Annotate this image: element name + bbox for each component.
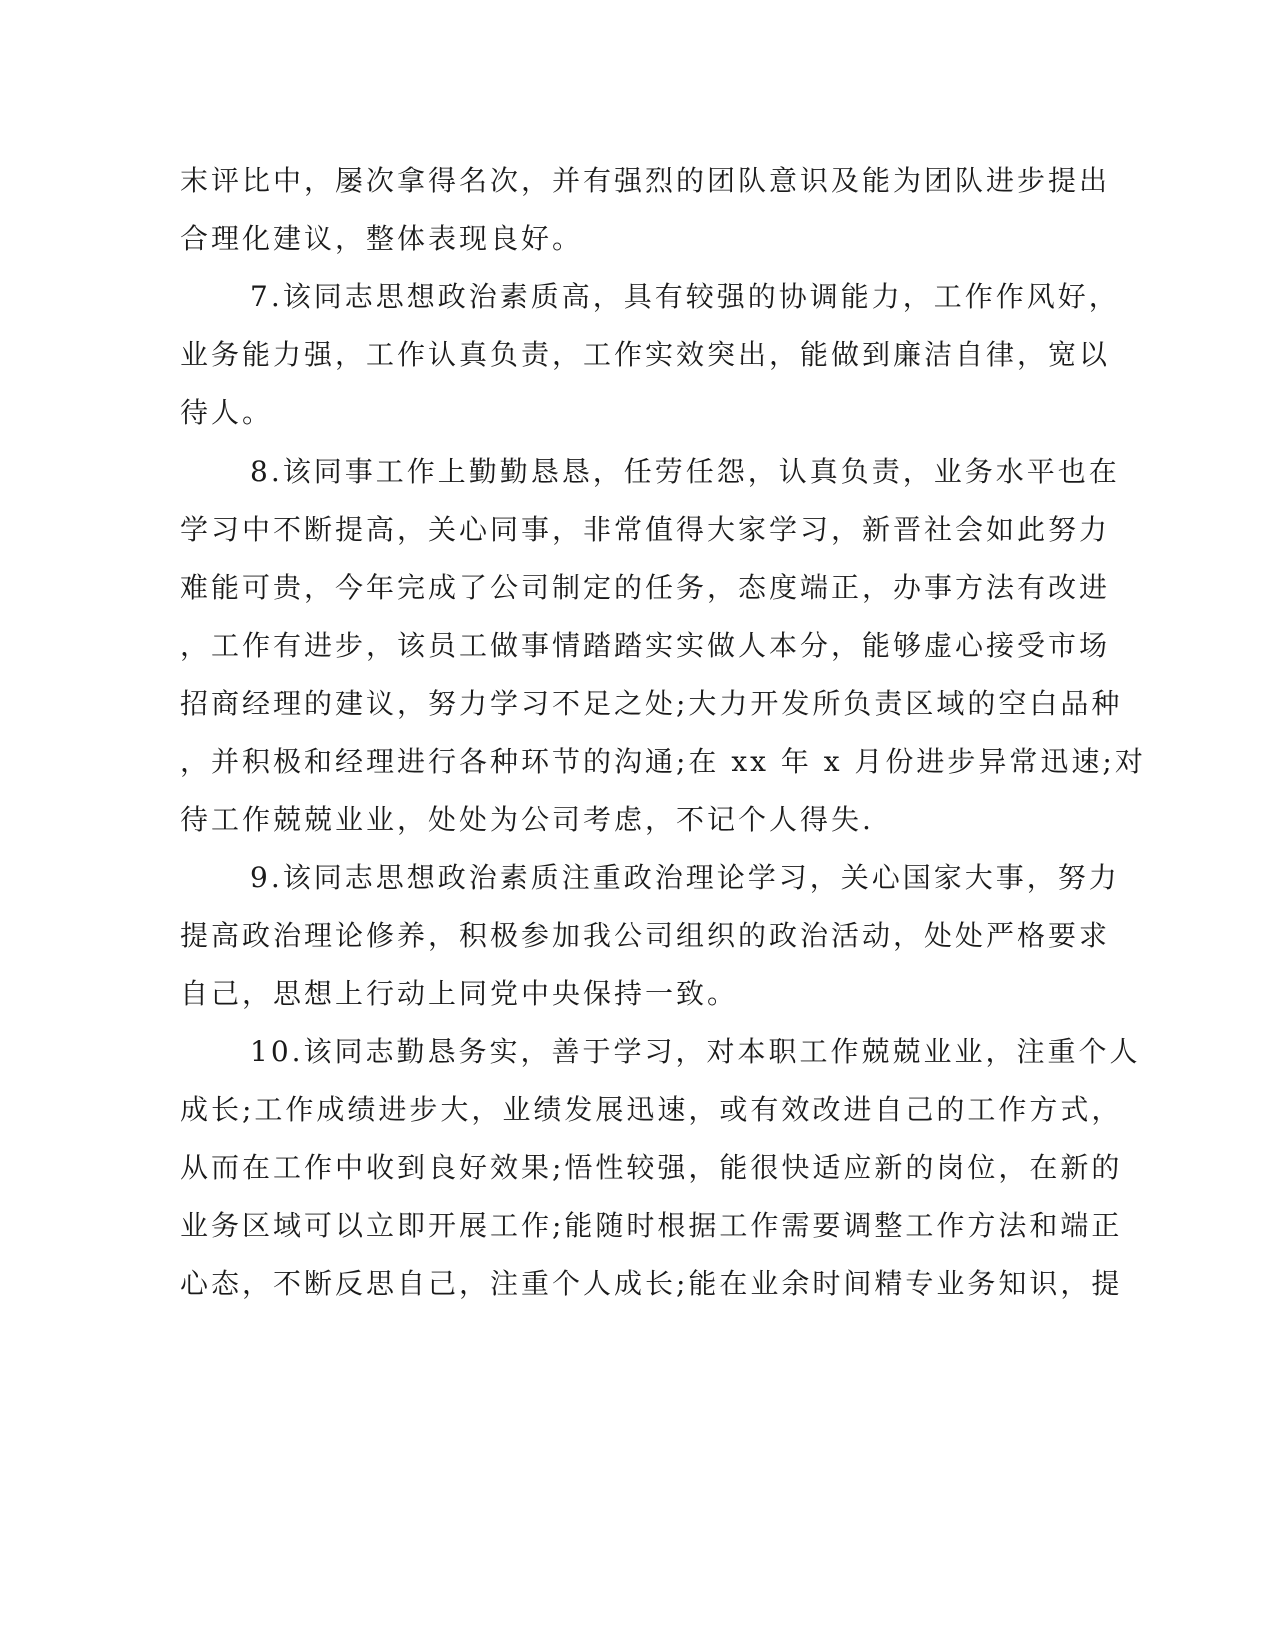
text-line: ，并积极和经理进行各种环节的沟通;在 xx 年 x 月份进步异常迅速;对 [180, 745, 1146, 778]
text-line: 成长;工作成绩进步大，业绩发展迅速，或有效改进自己的工作方式， [180, 1093, 1123, 1126]
paragraph-10-start: 10.该同志勤恳务实，善于学习，对本职工作兢兢业业，注重个人 [250, 1035, 1141, 1068]
text-line: ，工作有进步，该员工做事情踏踏实实做人本分，能够虚心接受市场 [180, 629, 1111, 662]
text-line: 业务能力强，工作认真负责，工作实效突出，能做到廉洁自律，宽以 [180, 338, 1111, 371]
text-line: 合理化建议，整体表现良好。 [180, 222, 584, 255]
paragraph-9-start: 9.该同志思想政治素质注重政治理论学习，关心国家大事，努力 [250, 861, 1120, 894]
text-line: 难能可贵，今年完成了公司制定的任务，态度端正，办事方法有改进 [180, 571, 1111, 604]
text-line: 自己，思想上行动上同党中央保持一致。 [180, 977, 739, 1010]
text-line: 末评比中，屡次拿得名次，并有强烈的团队意识及能为团队进步提出 [180, 164, 1111, 197]
text-line: 学习中不断提高，关心同事，非常值得大家学习，新晋社会如此努力 [180, 513, 1111, 546]
text-line: 待工作兢兢业业，处处为公司考虑，不记个人得失. [180, 803, 874, 836]
text-line: 业务区域可以立即开展工作;能随时根据工作需要调整工作方法和端正 [180, 1209, 1123, 1242]
text-line: 招商经理的建议，努力学习不足之处;大力开发所负责区域的空白品种 [180, 687, 1123, 720]
text-line: 提高政治理论修养，积极参加我公司组织的政治活动，处处严格要求 [180, 919, 1111, 952]
text-line: 从而在工作中收到良好效果;悟性较强，能很快适应新的岗位，在新的 [180, 1151, 1123, 1184]
text-line: 心态，不断反思自己，注重个人成长;能在业余时间精专业务知识，提 [180, 1267, 1123, 1300]
paragraph-7-start: 7.该同志思想政治素质高，具有较强的协调能力，工作作风好， [250, 280, 1120, 313]
paragraph-8-start: 8.该同事工作上勤勤恳恳，任劳任怨，认真负责，业务水平也在 [250, 455, 1120, 488]
text-line: 待人。 [180, 396, 274, 429]
